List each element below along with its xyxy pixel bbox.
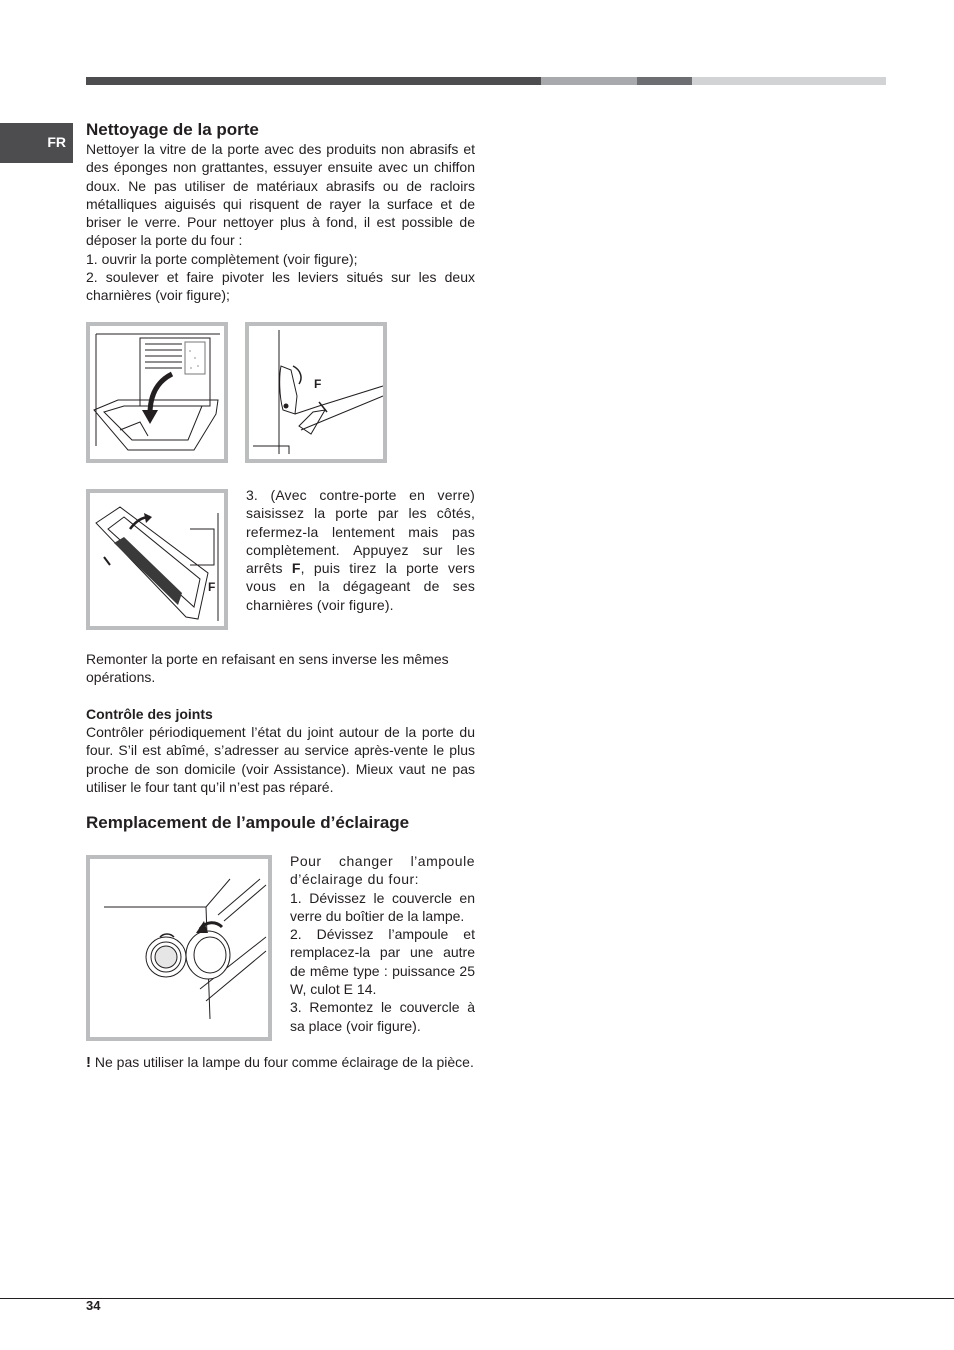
- figure-lamp: [86, 855, 272, 1041]
- door-step-3-text-a: 3. (Avec contre-porte en verre) saisissez la porte par les côtés, refermez-la lentement mais pas complètement. Appuyez sur les arrêts: [246, 487, 475, 577]
- warning-text: Ne pas utiliser la lampe du four comme éclairage de la pièce.: [91, 1054, 474, 1070]
- color-bar-light: [541, 77, 637, 85]
- bulb-intro: Pour changer l’ampoule d’éclairage du four:: [290, 853, 475, 888]
- warning-mark: !: [86, 1054, 91, 1071]
- door-label-f: F: [208, 580, 216, 594]
- bulb-step-2: 2. Dévissez l’ampoule et remplacez-la par une autre de même type : puissance 25 W, culot E 14.: [290, 926, 475, 998]
- bulb-warning: [86, 1053, 475, 1072]
- color-bar-lightest: [692, 77, 886, 85]
- door-cleaning-paragraph: Nettoyer la vitre de la porte avec des produits non abrasifs et des éponges non grattantes, essuyer ensuite avec un chiffon doux. Ne pas utiliser de matériaux abrasifs ou de racloirs métalliques aiguisés qui risquent de rayer la surface et de briser le verre. Pour nettoyer plus à fond, il est possible de déposer la porte du four :: [86, 141, 475, 249]
- door-step-3: [246, 486, 475, 614]
- color-bar-dark: [86, 77, 541, 85]
- hinge-levers-illustration: [249, 326, 383, 459]
- color-bar-mid: [637, 77, 692, 85]
- figure-hinge-levers: [245, 322, 387, 463]
- figure-remove-door: [86, 489, 228, 630]
- section-joints: [86, 705, 475, 796]
- language-tab: FR: [0, 123, 73, 163]
- remove-door-illustration: [90, 493, 224, 626]
- section-title-door-cleaning: Nettoyage de la porte: [86, 120, 259, 139]
- page-number: 34: [86, 1298, 101, 1313]
- door-step-2: 2. soulever et faire pivoter les leviers situés sur les deux charnières (voir figure);: [86, 269, 475, 304]
- footer-rule: [0, 1298, 954, 1299]
- bulb-instructions: [290, 852, 475, 1035]
- bulb-step-3: 3. Remontez le couvercle à sa place (voir figure).: [290, 999, 475, 1034]
- remount-paragraph: Remonter la porte en refaisant en sens inverse les mêmes opérations.: [86, 651, 449, 686]
- open-door-illustration: [90, 326, 224, 459]
- lamp-illustration: [90, 859, 268, 1037]
- bulb-step-1: 1. Dévissez le couvercle en verre du boîtier de la lampe.: [290, 889, 475, 924]
- door-step-3-text-b: , puis tirez la porte vers vous en la dégageant de ses charnières (voir figure).: [246, 560, 475, 613]
- figure-open-door: [86, 322, 228, 463]
- door-step-3-stop-f: F: [291, 560, 301, 577]
- joints-title: Contrôle des joints: [86, 706, 213, 722]
- remount-paragraph-container: [86, 650, 475, 687]
- door-step-1: 1. ouvrir la porte complètement (voir figure);: [86, 250, 358, 267]
- joints-paragraph: Contrôler périodiquement l’état du joint autour de la porte du four. S’il est abîmé, s’adresser au service après-vente le plus proche de son domicile (voir Assistance). Mieux vaut ne pas utiliser le four tant qu’il n’est pas réparé.: [86, 724, 475, 795]
- section-door-cleaning: [86, 120, 475, 305]
- section-bulb-replacement: [86, 813, 475, 833]
- section-title-bulb: Remplacement de l’ampoule d’éclairage: [86, 813, 410, 832]
- header-color-bar: [86, 77, 886, 85]
- hinge-label-f: F: [314, 377, 322, 391]
